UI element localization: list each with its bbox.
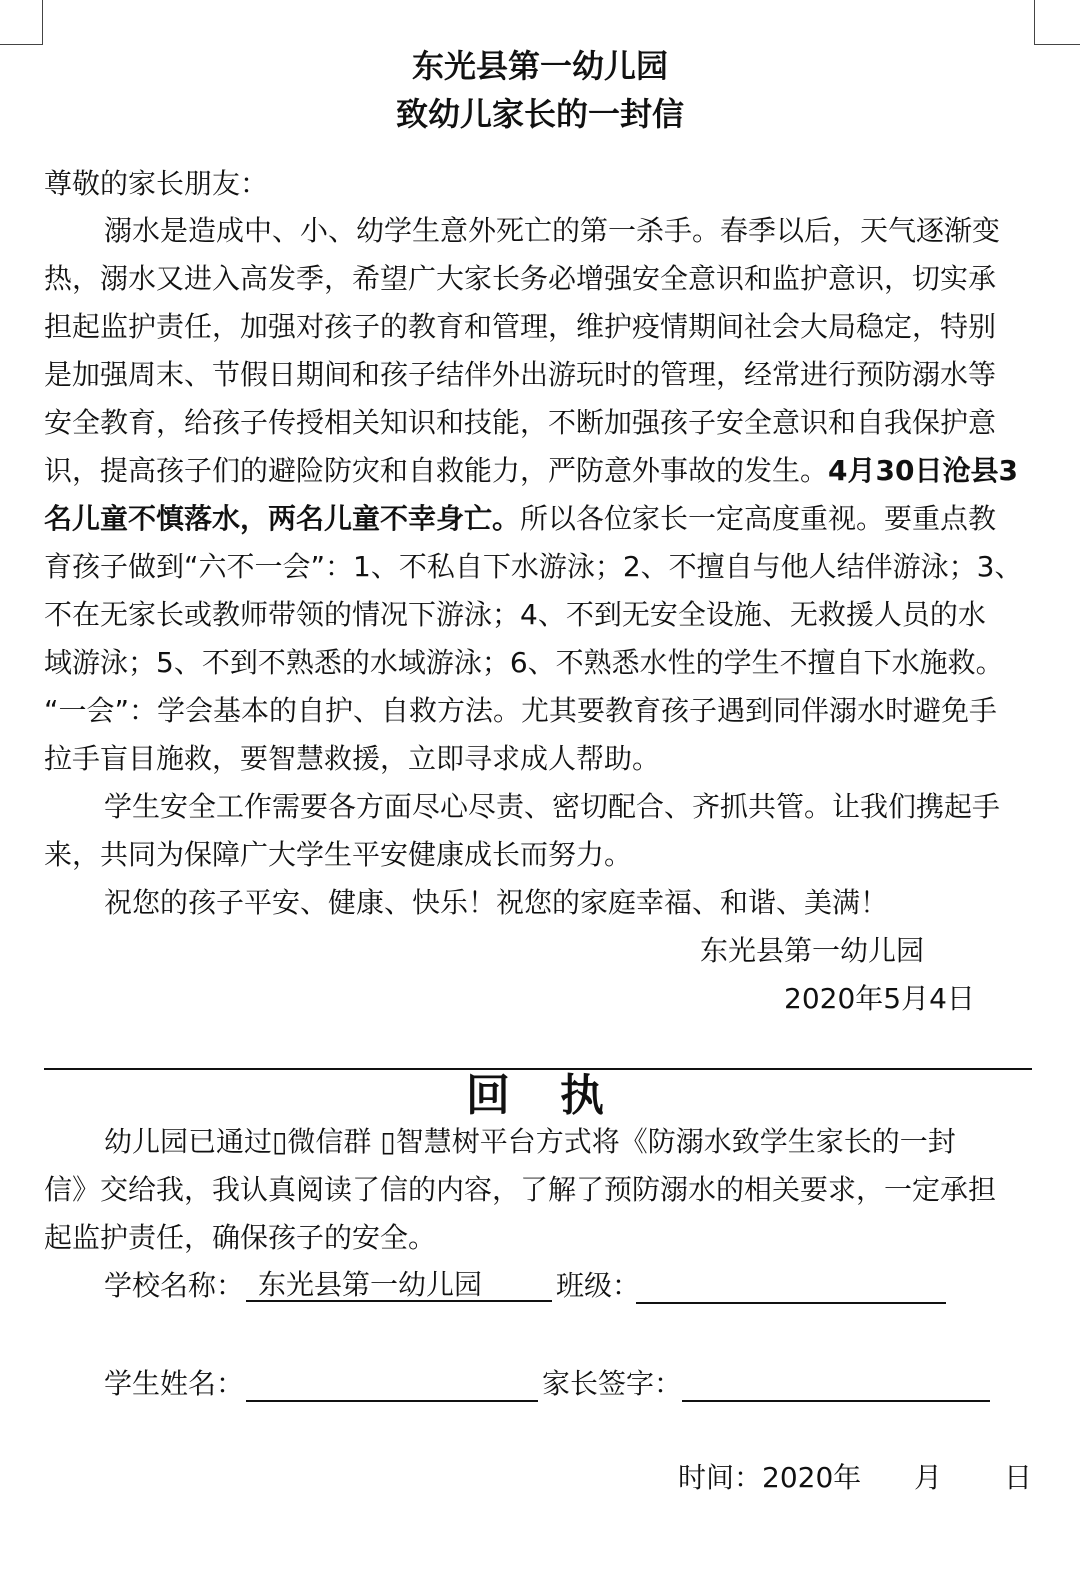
receipt-title: 回执 (466, 1070, 654, 1121)
receipt-body-line: 信》交给我，我认真阅读了信的内容，了解了预防溺水的相关要求，一定承担 (44, 1173, 997, 1206)
class-label: 班级： (556, 1269, 641, 1302)
body-line: 是加强周末、节假日期间和孩子结伴外出游玩时的管理，经常进行预防溺水等 (44, 358, 997, 391)
student-name-label: 学生姓名： (104, 1367, 245, 1400)
body-line: 学生安全工作需要各方面尽心尽责、密切配合、齐抓共管。让我们携起手 (104, 790, 1001, 823)
body-line: 育孩子做到“六不一会”：1、不私自下水游泳；2、不擅自与他人结伴游泳；3、 (44, 550, 1023, 583)
time-year: 2020年 (762, 1461, 862, 1494)
time-label: 时间： (678, 1461, 763, 1494)
time-month: 月 (914, 1461, 943, 1494)
body-line (44, 501, 1044, 537)
body-line: 拉手盲目施救，要智慧救援，立即寻求成人帮助。 (44, 742, 661, 775)
body-text: 识，提高孩子们的避险防灾和自救能力，严防意外事故的发生。 (44, 454, 829, 487)
signature: 东光县第一幼儿园 (700, 934, 925, 967)
salutation: 尊敬的家长朋友： (44, 167, 269, 200)
parent-signature-label: 家长签字： (542, 1367, 683, 1400)
receipt-body-line: 起监护责任，确保孩子的安全。 (44, 1221, 437, 1254)
body-line: 域游泳；5、不到不熟悉的水域游泳；6、不熟悉水性的学生不擅自下水施救。 (44, 646, 1004, 679)
body-line: 担起监护责任，加强对孩子的教育和管理，维护疫情期间社会大局稳定，特别 (44, 310, 997, 343)
school-name-field[interactable]: 东光县第一幼儿园 (246, 1268, 552, 1302)
crop-mark-top-right (1034, 0, 1080, 45)
time-day: 日 (1004, 1461, 1033, 1494)
school-title: 东光县第一幼儿园 (411, 47, 668, 85)
emphasis-text: 4月30日沧县3 (828, 454, 1018, 487)
body-line (44, 453, 1044, 489)
letter-date: 2020年5月4日 (784, 982, 975, 1015)
class-field[interactable] (636, 1268, 946, 1304)
emphasis-text: 名儿童不慎落水，两名儿童不幸身亡。 (44, 502, 521, 535)
body-line: 不在无家长或教师带领的情况下游泳；4、不到无安全设施、无救援人员的水 (44, 598, 986, 631)
body-line: 热，溺水又进入高发季，希望广大家长务必增强安全意识和监护意识，切实承 (44, 262, 997, 295)
student-name-field[interactable] (246, 1366, 538, 1402)
receipt-body-line: 幼儿园已通过▯微信群 ▯智慧树平台方式将《防溺水致学生家长的一封 (104, 1125, 956, 1158)
body-line: 溺水是造成中、小、幼学生意外死亡的第一杀手。春季以后，天气逐渐变 (104, 214, 1001, 247)
wishes: 祝您的孩子平安、健康、快乐！祝您的家庭幸福、和谐、美满！ (104, 886, 889, 919)
body-line: “一会”：学会基本的自护、自救方法。尤其要教育孩子遇到同伴溺水时避免手 (44, 694, 998, 727)
crop-mark-top-left (0, 0, 43, 45)
school-name-label: 学校名称： (104, 1269, 245, 1302)
body-text: 所以各位家长一定高度重视。要重点教 (520, 502, 997, 535)
body-line: 来，共同为保障广大学生平安健康成长而努力。 (44, 838, 633, 871)
body-line: 安全教育，给孩子传授相关知识和技能，不断加强孩子安全意识和自我保护意 (44, 406, 997, 439)
letter-title: 致幼儿家长的一封信 (395, 95, 684, 133)
parent-signature-field[interactable] (682, 1366, 990, 1402)
